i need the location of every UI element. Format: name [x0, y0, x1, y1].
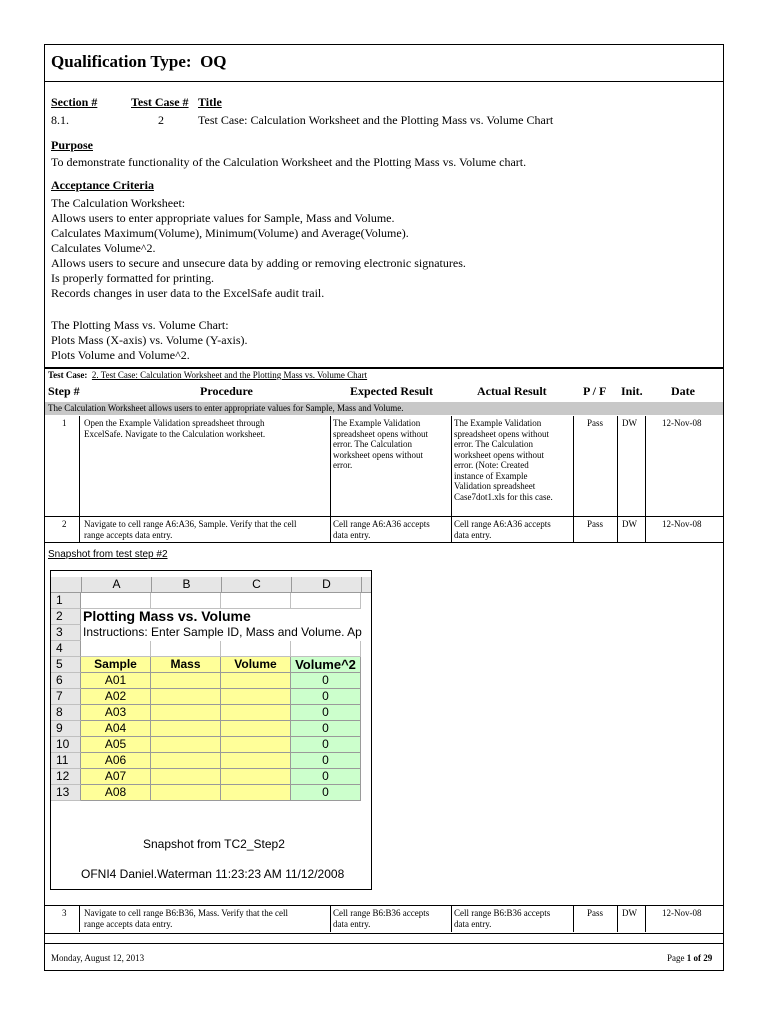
col-pf: P / F [583, 384, 607, 398]
row-header: 4 [51, 641, 81, 657]
step-pf: Pass [587, 908, 604, 918]
column-header: C [222, 577, 292, 593]
sheet-title: Plotting Mass vs. Volume [83, 608, 251, 624]
volume-cell[interactable] [221, 705, 291, 721]
volume2-cell: 0 [291, 785, 361, 801]
volume-cell[interactable] [221, 673, 291, 689]
col-date: Date [671, 384, 695, 398]
step-procedure: Navigate to cell range A6:A36, Sample. Verify that the cell range accepts data entry. [84, 519, 297, 540]
mass-cell[interactable] [151, 689, 221, 705]
group-note: The Calculation Worksheet allows users to enter appropriate values for Sample, Mass and Volume. [48, 403, 404, 413]
page-number: 1 [686, 953, 692, 963]
row-header: 11 [51, 753, 81, 769]
table-top-rule [45, 367, 723, 369]
volume2-header: Volume^2 [291, 657, 361, 673]
acceptance-line: Is properly formatted for printing. [51, 271, 214, 285]
footer-page [667, 953, 712, 963]
test-title: Test Case: Calculation Worksheet and the Plotting Mass vs. Volume Chart [198, 113, 554, 127]
testcase-number: 2 [158, 113, 164, 127]
row-header: 3 [51, 625, 81, 641]
purpose-heading: Purpose [51, 138, 93, 152]
mass-cell[interactable] [151, 737, 221, 753]
volume-header: Volume [221, 657, 291, 673]
column-header: D [292, 577, 362, 593]
step-init: DW [622, 519, 637, 529]
sample-header: Sample [81, 657, 151, 673]
sample-cell[interactable]: A02 [81, 689, 151, 705]
volume2-cell: 0 [291, 753, 361, 769]
volume-cell[interactable] [221, 721, 291, 737]
column-header: B [152, 577, 222, 593]
volume2-cell: 0 [291, 705, 361, 721]
snapshot-signature: OFNI4 Daniel.Waterman 11:23:23 AM 11/12/2008 [81, 867, 345, 881]
of-label: of [693, 953, 701, 963]
corner-cell [51, 577, 82, 593]
volume2-cell: 0 [291, 721, 361, 737]
acceptance-line: The Calculation Worksheet: [51, 196, 186, 210]
step-expected: The Example Validation spreadsheet opens without error. The Calculation worksheet opens without error. [333, 418, 428, 470]
step-procedure: Open the Example Validation spreadsheet through ExcelSafe. Navigate to the Calculation worksheet. [84, 418, 266, 439]
row-header: 8 [51, 705, 81, 721]
volume2-cell: 0 [291, 689, 361, 705]
acceptance-line: Allows users to secure and unsecure data by adding or removing electronic signatures. [51, 256, 466, 270]
acceptance-line: Calculates Maximum(Volume), Minimum(Volume) and Average(Volume). [51, 226, 409, 240]
step-actual: Cell range B6:B36 accepts data entry. [454, 908, 551, 929]
sample-cell[interactable]: A03 [81, 705, 151, 721]
mass-cell[interactable] [151, 673, 221, 689]
row-header: 6 [51, 673, 81, 689]
row-header: 13 [51, 785, 81, 801]
page-total: 29 [703, 953, 713, 963]
sample-cell[interactable]: A04 [81, 721, 151, 737]
section-label: Section # [51, 95, 98, 109]
mass-cell[interactable] [151, 785, 221, 801]
volume2-cell: 0 [291, 673, 361, 689]
step-number: 3 [62, 908, 67, 918]
step-pf: Pass [587, 418, 604, 428]
step-number: 1 [62, 418, 67, 428]
step-actual: Cell range A6:A36 accepts data entry. [454, 519, 551, 540]
purpose-text: To demonstrate functionality of the Calculation Worksheet and the Plotting Mass vs. Volume chart. [51, 155, 527, 169]
mass-cell[interactable] [151, 721, 221, 737]
snapshot-link[interactable]: Snapshot from test step #2 [48, 549, 168, 560]
spreadsheet-snapshot [50, 570, 372, 890]
sample-cell[interactable]: A07 [81, 769, 151, 785]
volume2-cell: 0 [291, 737, 361, 753]
step-date: 12-Nov-08 [662, 908, 702, 918]
row-divider [45, 905, 723, 906]
col-step: Step # [48, 384, 80, 398]
row-header: 9 [51, 721, 81, 737]
footer-date: Monday, August 12, 2013 [51, 953, 145, 963]
document-page [44, 44, 724, 971]
step-actual: The Example Validation spreadsheet opens without error. The Calculation worksheet opens without error. (Note: Created instance of Example Validation spreadsheet Case7dot1.xls for this case. [454, 418, 553, 502]
test-case-bar [48, 370, 367, 380]
volume-cell[interactable] [221, 753, 291, 769]
title-label: Title [198, 95, 222, 109]
column-header: A [82, 577, 152, 593]
acceptance-line: Calculates Volume^2. [51, 241, 156, 255]
col-init: Init. [621, 384, 643, 398]
row-header: 5 [51, 657, 81, 673]
row-header: 10 [51, 737, 81, 753]
row-header: 1 [51, 593, 81, 609]
sample-cell[interactable]: A05 [81, 737, 151, 753]
row-divider [45, 542, 723, 543]
sheet-instructions: Instructions: Enter Sample ID, Mass and Volume. Ap [83, 625, 362, 639]
acceptance-list [51, 196, 466, 301]
sample-cell[interactable]: A06 [81, 753, 151, 769]
step-init: DW [622, 418, 637, 428]
chart-criteria-list [51, 318, 248, 363]
row-header: 7 [51, 689, 81, 705]
col-procedure: Procedure [200, 384, 253, 398]
qualification-label: Qualification Type: [51, 52, 192, 71]
step-number: 2 [62, 519, 67, 529]
footer-rule [45, 943, 723, 944]
mass-cell[interactable] [151, 705, 221, 721]
step-expected: Cell range B6:B36 accepts data entry. [333, 908, 430, 929]
testcase-label: Test Case # [131, 95, 189, 109]
mass-header: Mass [151, 657, 221, 673]
volume2-cell: 0 [291, 769, 361, 785]
step-date: 12-Nov-08 [662, 418, 702, 428]
col-actual: Actual Result [477, 384, 547, 398]
acceptance-line: Records changes in user data to the ExcelSafe audit trail. [51, 286, 325, 300]
step-expected: Cell range A6:A36 accepts data entry. [333, 519, 430, 540]
page-label: Page [667, 953, 685, 963]
group-note-bar [45, 402, 723, 415]
row-header: 2 [51, 609, 81, 625]
row-divider [45, 933, 723, 934]
qualification-header [45, 45, 723, 82]
column-header [362, 577, 372, 593]
section-number: 8.1. [51, 113, 69, 127]
volume-cell[interactable] [221, 737, 291, 753]
mass-cell[interactable] [151, 769, 221, 785]
acceptance-line: Plots Mass (X-axis) vs. Volume (Y-axis). [51, 333, 248, 347]
test-case-link[interactable]: 2. Test Case: Calculation Worksheet and the Plotting Mass vs. Volume Chart [91, 370, 368, 380]
step-date: 12-Nov-08 [662, 519, 702, 529]
row-header: 12 [51, 769, 81, 785]
acceptance-line: Allows users to enter appropriate values for Sample, Mass and Volume. [51, 211, 395, 225]
acceptance-line: Plots Volume and Volume^2. [51, 348, 190, 362]
step-procedure: Navigate to cell range B6:B36, Mass. Verify that the cell range accepts data entry. [84, 908, 289, 929]
test-case-bar-label: Test Case: [48, 370, 88, 380]
acceptance-line: The Plotting Mass vs. Volume Chart: [51, 318, 229, 332]
snapshot-caption: Snapshot from TC2_Step2 [143, 837, 285, 851]
sample-cell[interactable]: A01 [81, 673, 151, 689]
qualification-value: OQ [200, 52, 227, 71]
mass-cell[interactable] [151, 753, 221, 769]
sample-cell[interactable]: A08 [81, 785, 151, 801]
step-init: DW [622, 908, 637, 918]
volume-cell[interactable] [221, 769, 291, 785]
step-pf: Pass [587, 519, 604, 529]
col-expected: Expected Result [350, 384, 433, 398]
volume-cell[interactable] [221, 689, 291, 705]
acceptance-heading: Acceptance Criteria [51, 178, 154, 192]
row-divider [45, 516, 723, 517]
volume-cell[interactable] [221, 785, 291, 801]
